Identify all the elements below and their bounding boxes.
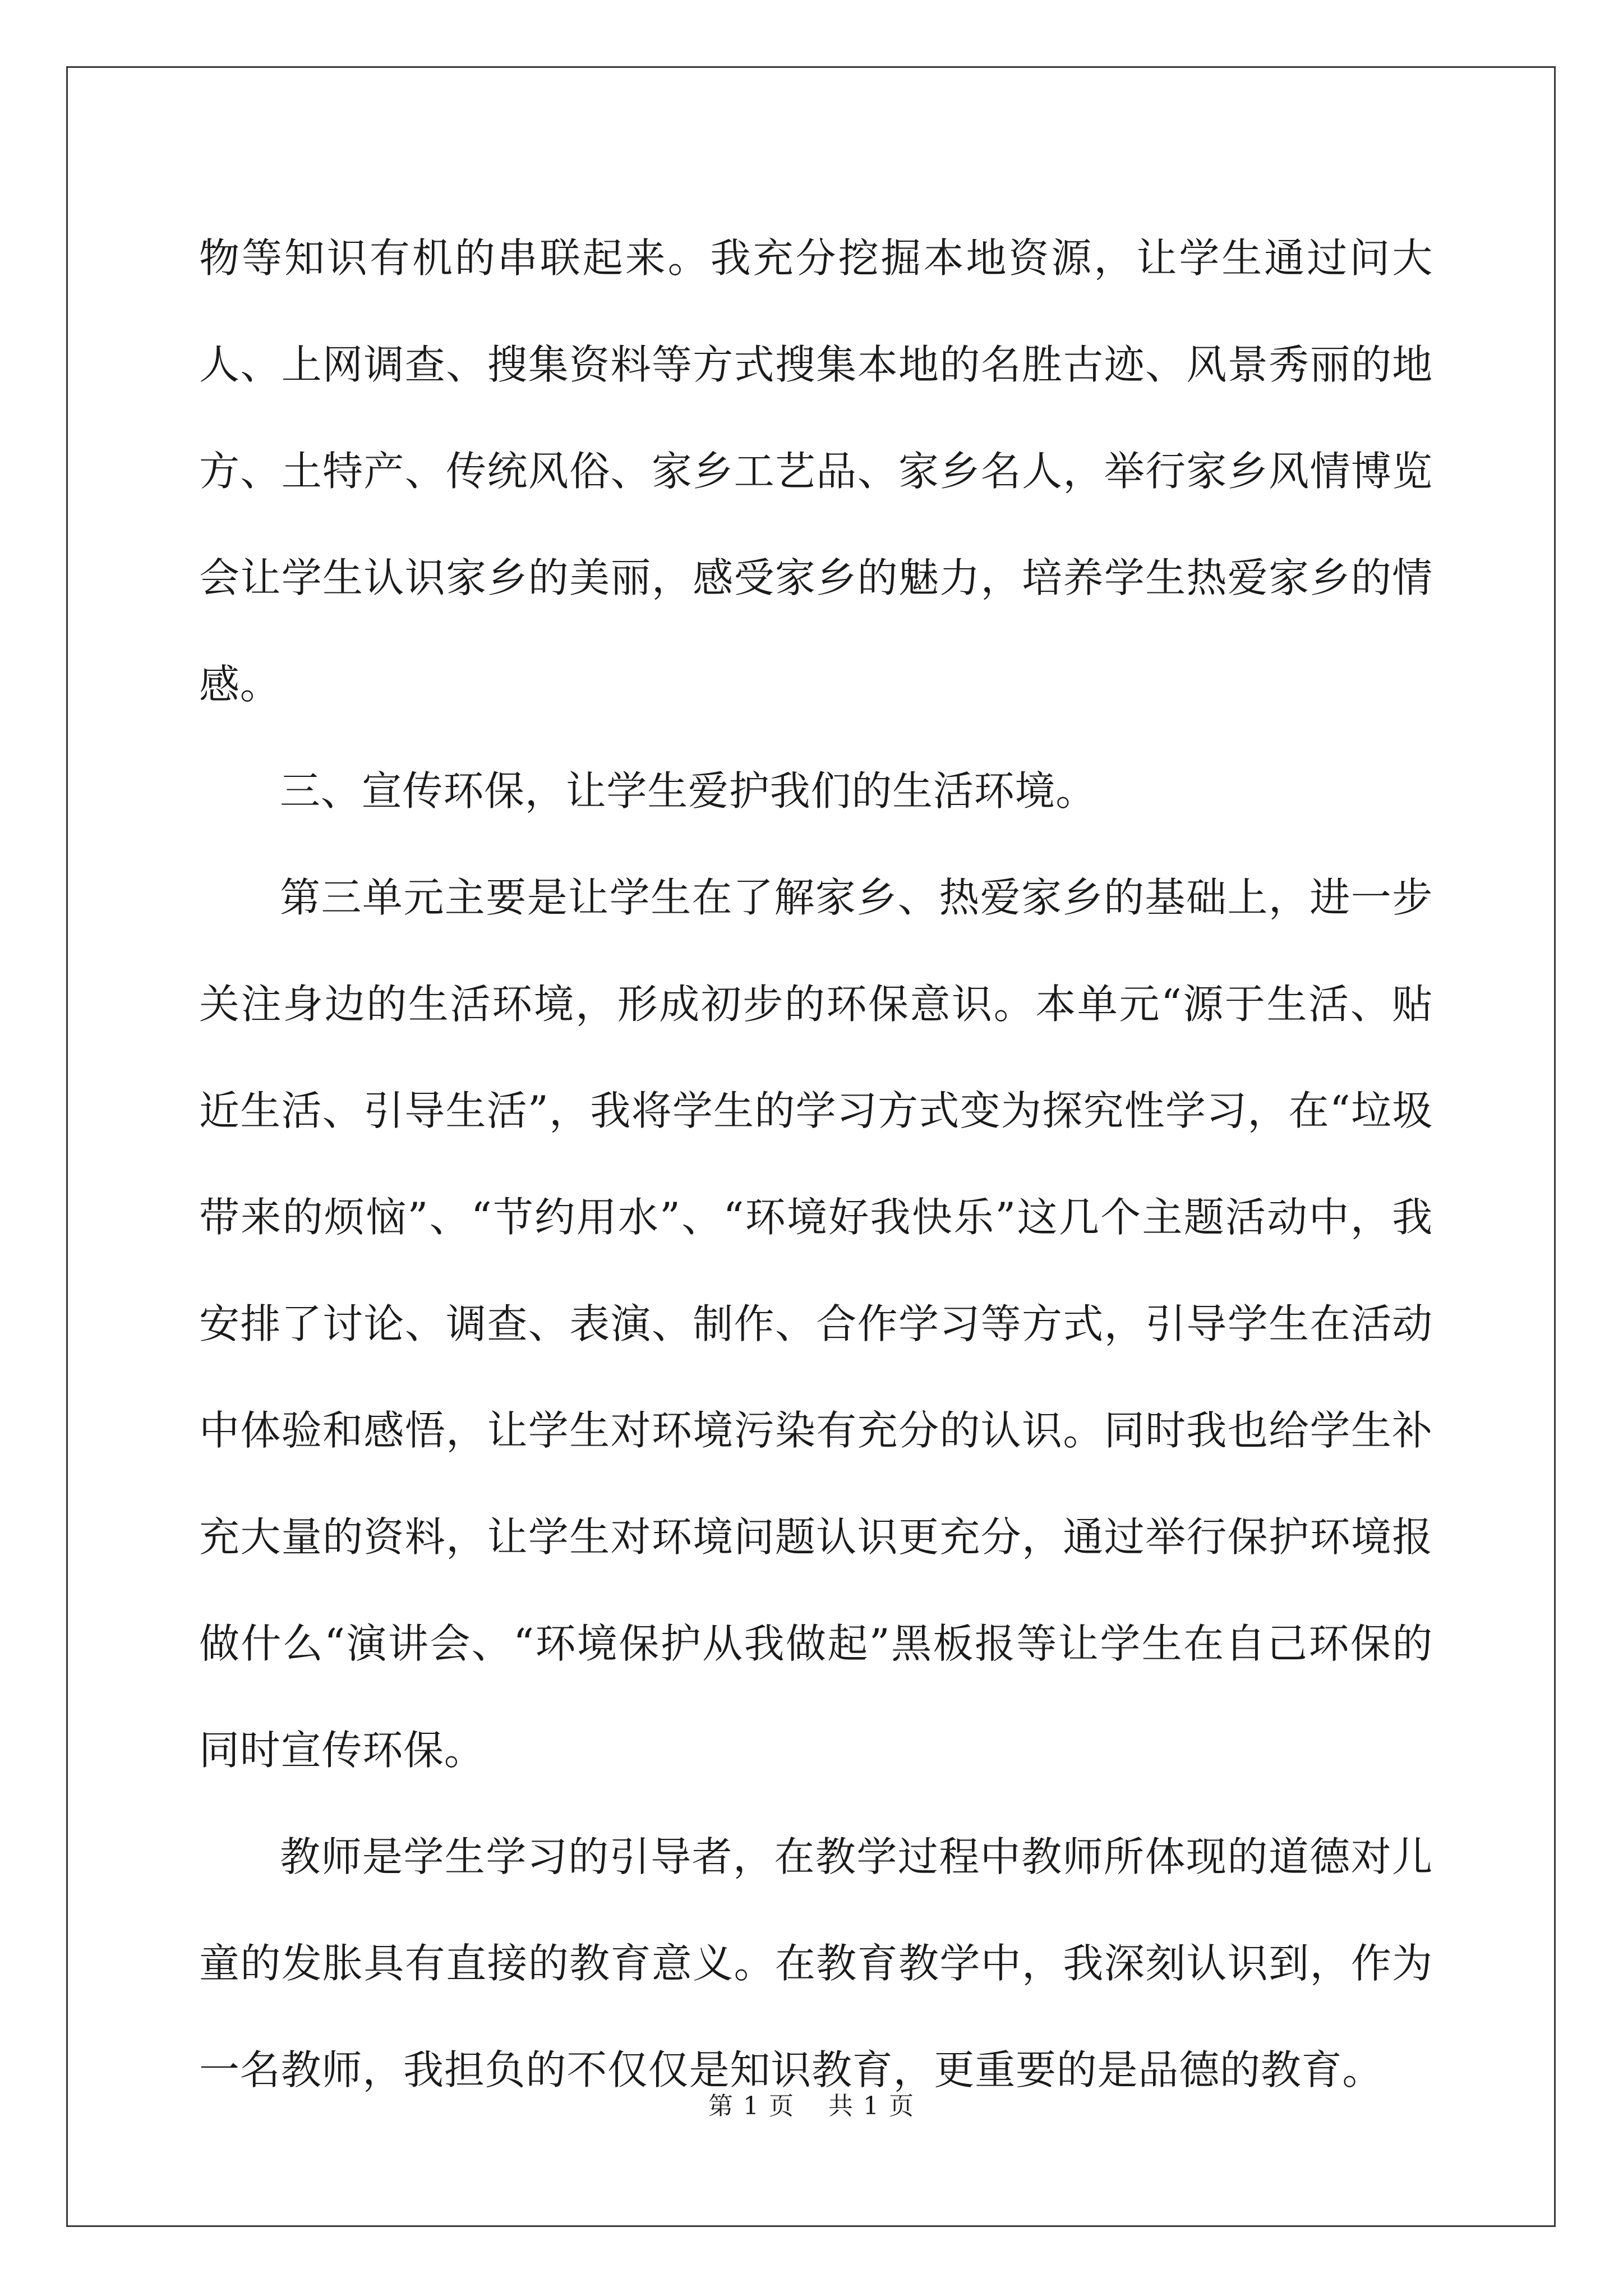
page-number: 第 1 页 <box>708 2092 795 2120</box>
paragraph-1: 物等知识有机的串联起来。我充分挖掘本地资源，让学生通过问大人、上网调查、搜集资料等方式搜集本地的名胜古迹、风景秀丽的地方、土特产、传统风俗、家乡工艺品、家乡名人，举行家乡风情博览会让学生认识家乡的美丽，感受家乡的魅力，培养学生热爱家乡的情感。 <box>199 234 1433 708</box>
paragraph-4: 教师是学生学习的引导者，在教学过程中教师所体现的道德对儿童的发胀具有直接的教育意义。在教育教学中，我深刻认识到，作为一名教师，我担负的不仅仅是知识教育，更重要的是品德的教育。 <box>199 1833 1433 2093</box>
page-total: 共 1 页 <box>828 2092 915 2120</box>
page-footer <box>0 2086 1623 2122</box>
document-body <box>199 205 1433 2123</box>
paragraph-3: 第三单元主要是让学生在了解家乡、热爱家乡的基础上，进一步关注身边的生活环境，形成初步的环保意识。本单元“源于生活、贴近生活、引导生活”，我将学生的学习方式变为探究性学习，在“垃圾带来的烦恼”、“节约用水”、“环境好我快乐”这几个主题活动中，我安排了讨论、调查、表演、制作、合作学习等方式，引导学生在活动中体验和感悟，让学生对环境污染有充分的认识。同时我也给学生补充大量的资料，让学生对环境问题认识更充分，通过举行保护环境报做什么“演讲会、“环境保护从我做起”黑板报等让学生在自己环保的同时宣传环保。 <box>199 874 1433 1774</box>
paragraph-2-heading: 三、宣传环保，让学生爱护我们的生活环境。 <box>280 767 1097 815</box>
